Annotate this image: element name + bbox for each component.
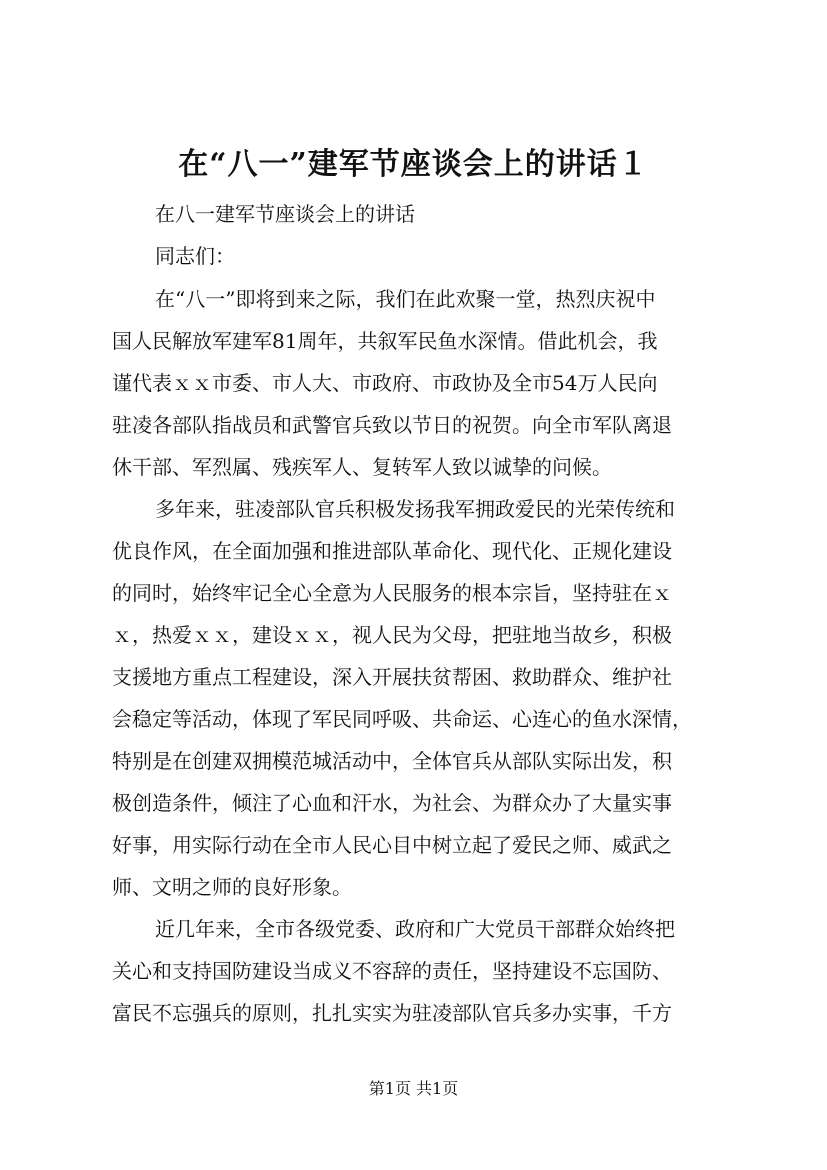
paragraph-2-line-4: ｘ，热爱ｘｘ，建设ｘｘ，视人民为父母，把驻地当故乡，积极 bbox=[112, 623, 672, 647]
paragraph-3-line-1: 近几年来，全市各级党委、政府和广大党员干部群众始终把 bbox=[155, 917, 675, 941]
paragraph-2-line-6: 会稳定等活动，体现了军民同呼吸、共命运、心连心的鱼水深情， bbox=[112, 707, 692, 731]
paragraph-1-line-5: 休干部、军烈属、残疾军人、复转军人致以诚挚的问候。 bbox=[112, 455, 612, 479]
paragraph-3-line-3: 富民不忘强兵的原则，扎扎实实为驻凌部队官兵多办实事，千方 bbox=[112, 1001, 672, 1025]
page-footer: 第1页 共1页 bbox=[368, 1079, 459, 1098]
paragraph-2-line-8: 极创造条件，倾注了心血和汗水，为社会、为群众办了大量实事 bbox=[112, 791, 672, 815]
document-subtitle: 在八一建军节座谈会上的讲话 bbox=[155, 202, 415, 226]
paragraph-1-line-2: 国人民解放军建军81周年，共叙军民鱼水深情。借此机会，我 bbox=[112, 329, 658, 353]
paragraph-2-line-2: 优良作风，在全面加强和推进部队革命化、现代化、正规化建设 bbox=[112, 539, 672, 563]
paragraph-1-line-3: 谨代表ｘｘ市委、市人大、市政府、市政协及全市54万人民向 bbox=[112, 371, 658, 395]
paragraph-2-line-10: 师、文明之师的良好形象。 bbox=[112, 875, 352, 899]
paragraph-2-line-5: 支援地方重点工程建设，深入开展扶贫帮困、救助群众、维护社 bbox=[112, 665, 672, 689]
salutation: 同志们： bbox=[155, 244, 235, 268]
paragraph-2-line-1: 多年来，驻凌部队官兵积极发扬我军拥政爱民的光荣传统和 bbox=[155, 497, 675, 521]
document-title: 在“八一”建军节座谈会上的讲话１ bbox=[178, 147, 649, 182]
paragraph-1-line-4: 驻凌各部队指战员和武警官兵致以节日的祝贺。向全市军队离退 bbox=[112, 413, 672, 437]
paragraph-1-line-1: 在“八一”即将到来之际，我们在此欢聚一堂，热烈庆祝中 bbox=[155, 287, 656, 311]
paragraph-2-line-3: 的同时，始终牢记全心全意为人民服务的根本宗旨，坚持驻在ｘ bbox=[112, 581, 672, 605]
paragraph-2-line-7: 特别是在创建双拥模范城活动中，全体官兵从部队实际出发，积 bbox=[112, 749, 672, 773]
paragraph-3-line-2: 关心和支持国防建设当成义不容辞的责任，坚持建设不忘国防、 bbox=[112, 959, 672, 983]
paragraph-2-line-9: 好事，用实际行动在全市人民心目中树立起了爱民之师、威武之 bbox=[112, 833, 672, 857]
